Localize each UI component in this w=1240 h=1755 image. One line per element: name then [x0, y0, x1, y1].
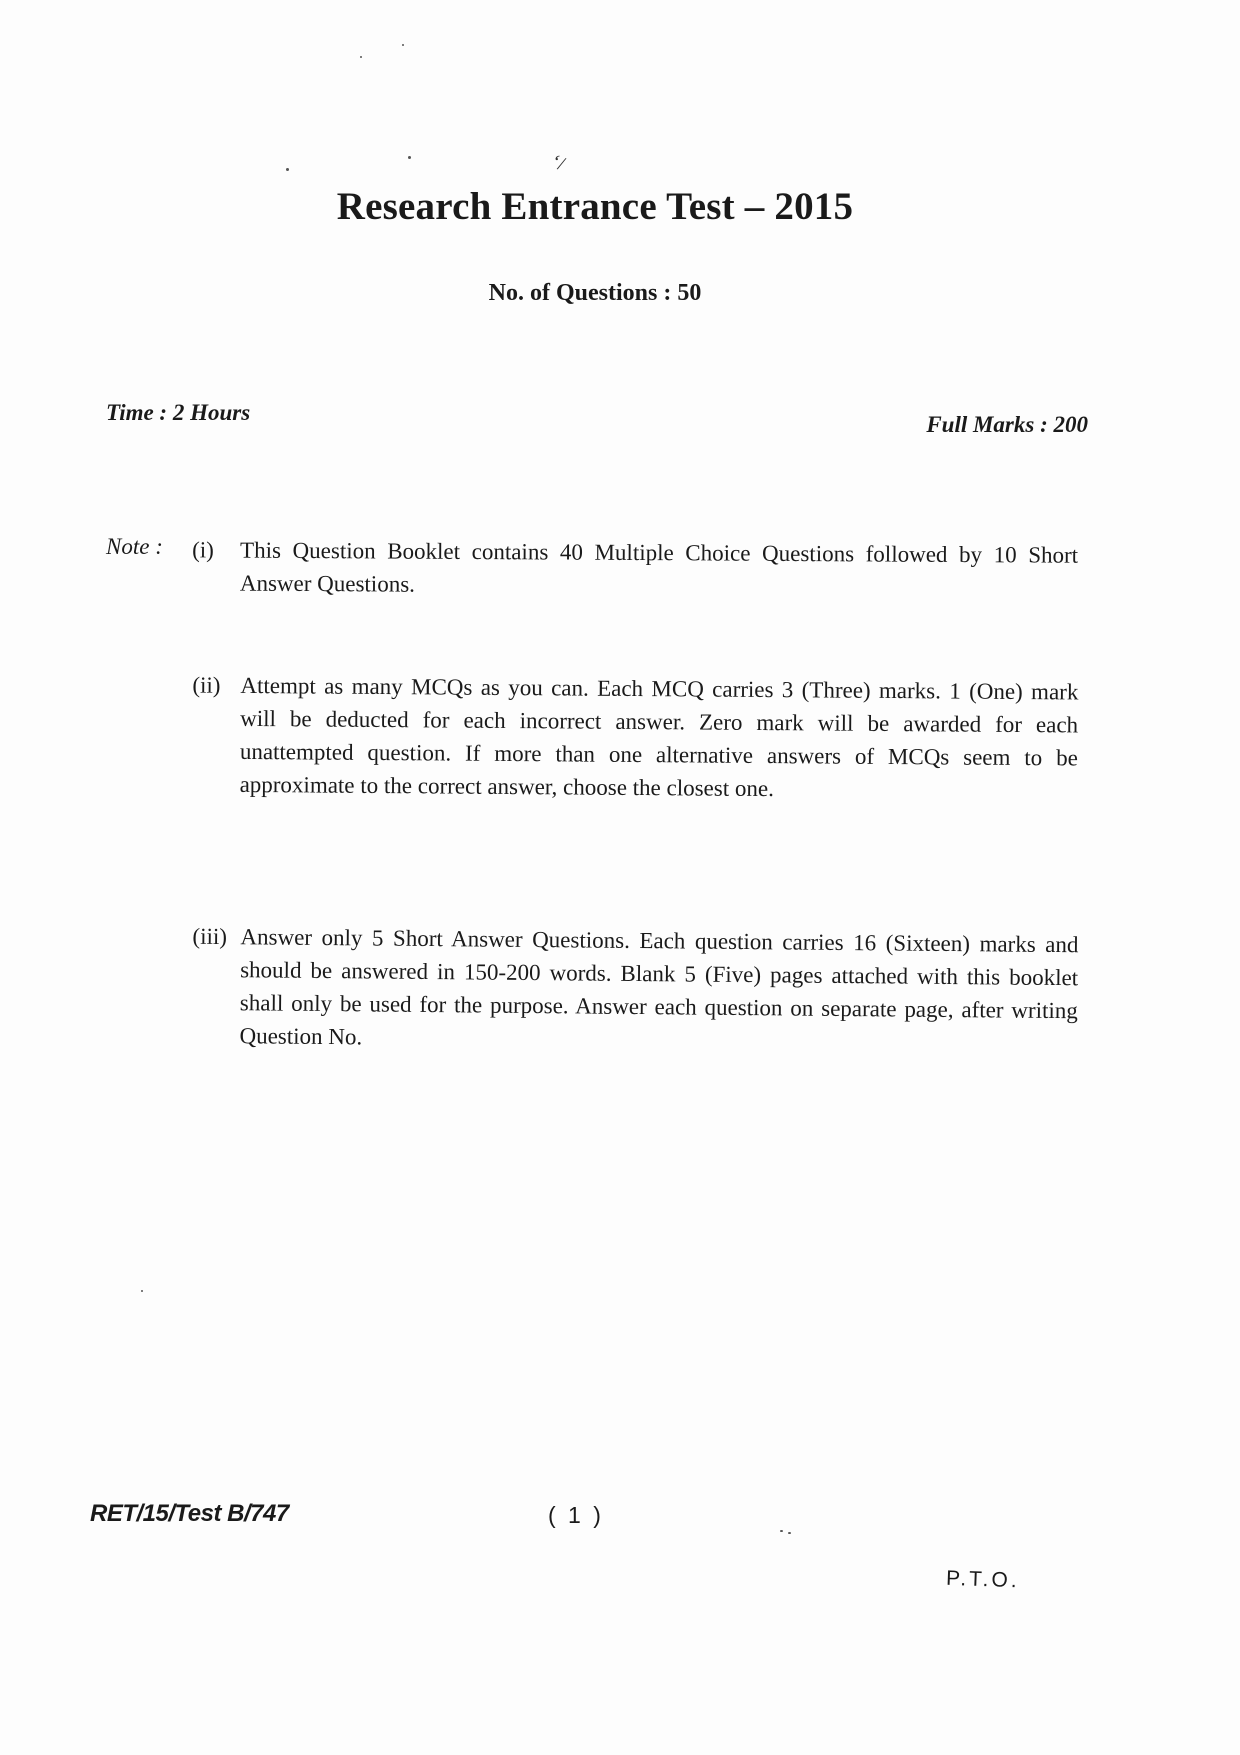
question-count: No. of Questions : 50 — [488, 280, 702, 306]
note-item-text: Answer only 5 Short Answer Questions. Each question carries 16 (Sixteen) marks and should be answered in 150-200 words. Blank 5 (Five) pages attached with this booklet shall only be used for the purpose. Answer each question on separate page, after writing Question No. — [239, 924, 1079, 1050]
note-item-2 — [191, 669, 1078, 808]
scan-speck — [360, 56, 362, 58]
scan-speck — [780, 1530, 783, 1532]
note-item-1 — [192, 533, 1078, 604]
scan-speck — [402, 44, 404, 46]
full-marks: Full Marks : 200 — [926, 412, 1088, 437]
note-label: Note : — [106, 534, 163, 559]
page-number: ( 1 ) — [548, 1502, 604, 1528]
note-item-number: (ii) — [192, 672, 221, 698]
note-item-number: (i) — [192, 537, 214, 563]
scan-speck — [408, 156, 411, 159]
booklet-code: RET/15/Test B/747 — [90, 1500, 289, 1527]
scan-speck — [788, 1532, 791, 1534]
exam-duration: Time : 2 Hours — [106, 400, 251, 425]
exam-title: Research Entrance Test – 2015 — [336, 185, 854, 228]
scan-mark: ʻ/ — [548, 150, 568, 176]
note-item-number: (iii) — [192, 923, 228, 950]
scan-speck — [141, 1290, 143, 1292]
note-item-3 — [191, 920, 1078, 1060]
please-turn-over: P.T.O. — [945, 1566, 1021, 1593]
scan-speck — [286, 168, 289, 171]
note-item-text: Attempt as many MCQs as you can. Each MCQ carries 3 (Three) marks. 1 (One) mark will be deducted for each incorrect answer. Zero mark will be awarded for each unattempted question. If more than one alternative answers of MCQs seem to be approximate to the correct answer, choose the closest one. — [239, 672, 1079, 802]
note-item-text: This Question Booklet contains 40 Multiple Choice Questions followed by 10 Short Answer Questions. — [239, 537, 1079, 597]
